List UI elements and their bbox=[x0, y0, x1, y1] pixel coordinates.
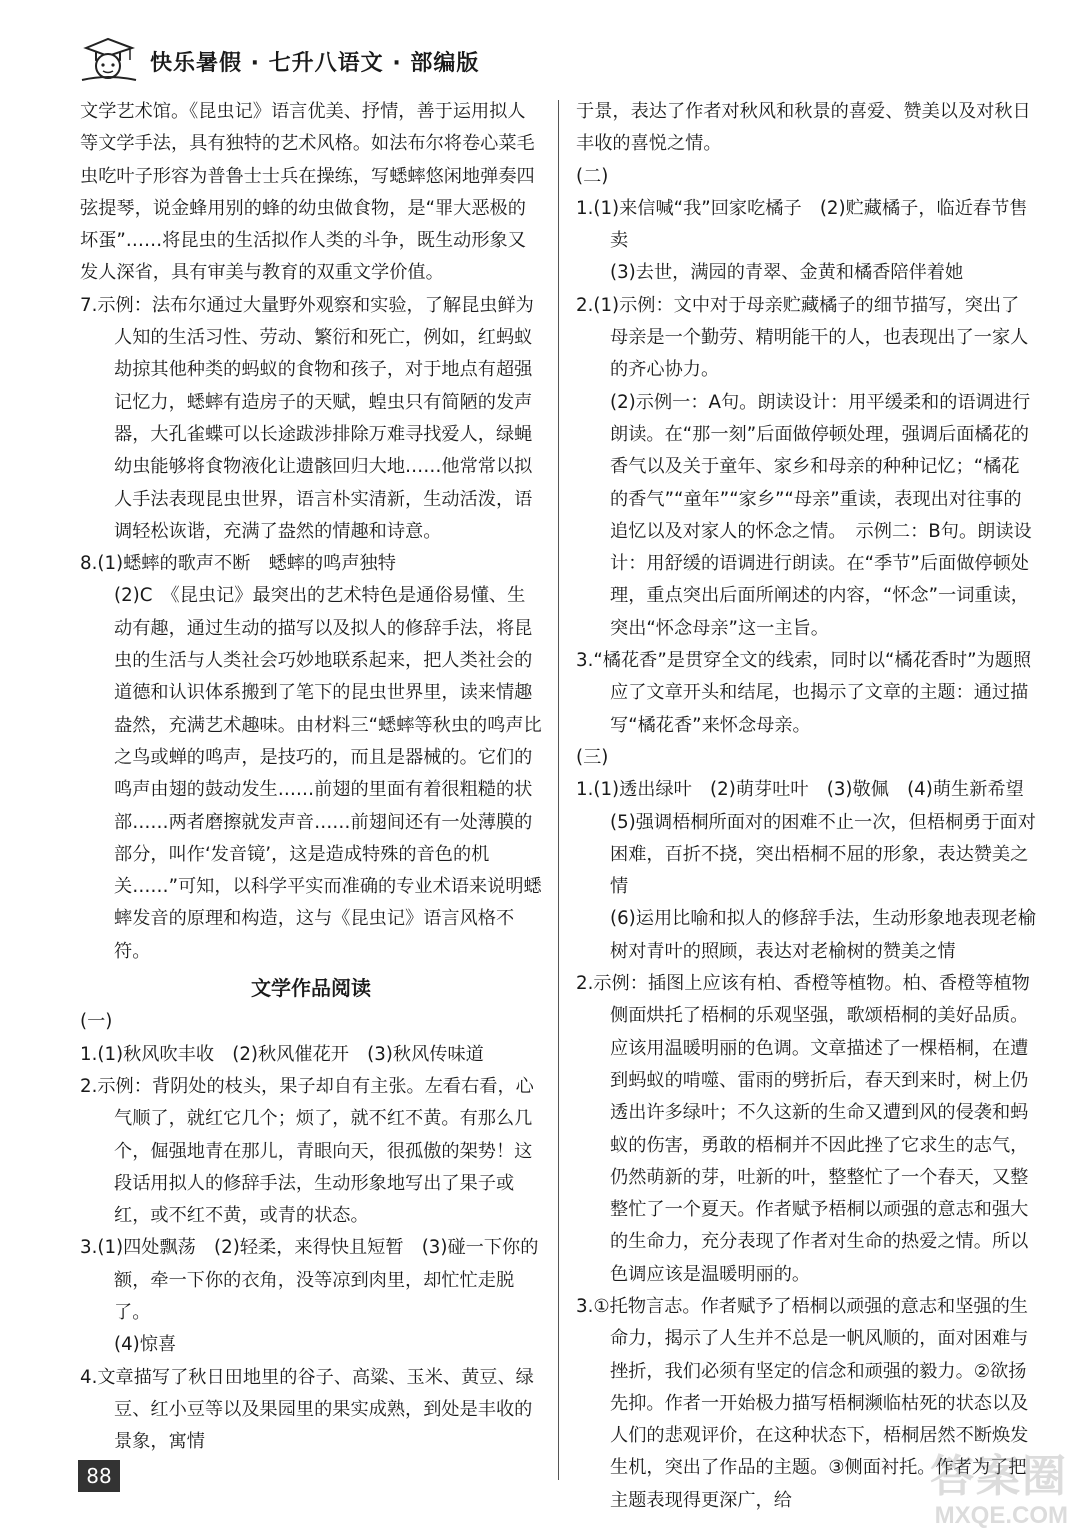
student-cap-logo-icon bbox=[78, 34, 140, 84]
answer-7: 7.示例：法布尔通过大量野外观察和实验，了解昆虫鲜为人知的生活习性、劳动、繁衍和死亡，例如，红蚂蚁劫掠其他种类的蚂蚁的食物和孩子，对于地点有超强记忆力，蟋蟀有造房子的天赋，蝗虫只有简陋的发声器，大孔雀蝶可以长途跋涉排除万难寻找爱人，绿蝇幼虫能够将食物液化让遗骸回归大地……他常常以拟人手法表现昆虫世界，语言朴实清新，生动活泼，语调轻松诙谐，充满了盎然的情趣和诗意。 bbox=[80, 294, 534, 542]
right-column bbox=[576, 96, 1036, 1517]
s2-answer-2a: 2.(1)示例：文中对于母亲贮藏橘子的细节描写，突出了母亲是一个勤劳、精明能干的人，也表现出了一家人的齐心协力。 bbox=[576, 294, 1029, 381]
s2-answer-2b: (2)示例一：A句。朗读设计：用平缓柔和的语调进行朗读。在“那一刻”后面做停顿处理，强调后面橘花的香气以及关于童年、家乡和母亲的种种记忆；“橘花的香气”“童年”“家乡”“母亲”重读，表现出对往事的追忆以及对家人的怀念之情。 示例二：B句。朗读设计：用舒缓的语调进行朗读。在“季节”后面做停顿处理，重点突出后面所阐述的内容，“怀念”一词重读，突出“怀念母亲”这一主旨。 bbox=[610, 391, 1032, 639]
page-header bbox=[78, 34, 578, 86]
watermark bbox=[858, 1440, 1068, 1530]
s1-answer-4-cont: 于景，表达了作者对秋风和秋景的喜爱、赞美以及对秋日丰收的喜悦之情。 bbox=[576, 101, 1031, 155]
s2-answer-1a: 1.(1)来信喊“我”回家吃橘子 (2)贮藏橘子，临近春节售卖 bbox=[576, 197, 1028, 252]
s3-answer-3: 3.①托物言志。作者赋予了梧桐以顽强的意志和坚强的生命力，揭示了人生并不总是一帆风顺的，面对困难与挫折，我们必须有坚定的信念和顽强的毅力。②欲扬先抑。作者一开始极力描写梧桐濒临枯死的状态以及人们的悲观评价，在这种状态下，梧桐居然不断焕发生机，突出了作品的主题。③侧面衬托。作者为了把主题表现得更深广，给 bbox=[576, 1295, 1029, 1511]
s1-answer-3: 3.(1)四处飘荡 (2)轻柔，来得快且短暂 (3)碰一下你的额，牵一下你的衣角，没等凉到肉里，却忙忙走脱了。 bbox=[80, 1237, 539, 1323]
s3-answer-1a: 1.(1)透出绿叶 (2)萌芽吐叶 (3)敬佩 (4)萌生新希望 bbox=[576, 779, 1024, 801]
section-title: 文学作品阅读 bbox=[251, 976, 371, 1001]
s3-answer-2: 2.示例：插图上应该有柏、香橙等植物。柏、香橙等植物侧面烘托了梧桐的乐观坚强，歌颂梧桐的美好品质。应该用温暖明丽的色调。文章描述了一棵梧桐，在遭到蚂蚁的啃噬、雷雨的劈折后，春天到来时，树上仍透出许多绿叶；不久这新的生命又遭到风的侵袭和蚂蚁的伤害，勇敢的梧桐并不因此挫了它求生的志气，仍然萌新的芽，吐新的叶，整整忙了一个春天，又整整忙了一个夏天。作者赋予梧桐以顽强的意志和强大的生命力，充分表现了作者对生命的热爱之情。所以色调应该是温暖明丽的。 bbox=[576, 973, 1030, 1285]
s3-answer-1b: (5)强调梧桐所面对的困难不止一次，但梧桐勇于面对困难，百折不挠，突出梧桐不屈的形象，表达赞美之情 bbox=[610, 811, 1036, 898]
s1-answer-4: 4.文章描写了秋日田地里的谷子、高粱、玉米、黄豆、绿豆、红小豆等以及果园里的果实成熟，到处是丰收的景象，寓情 bbox=[80, 1366, 534, 1453]
watermark-bottom: MXQE.COM bbox=[934, 1502, 1068, 1529]
subsection-label-3: (三) bbox=[576, 746, 609, 768]
watermark-top: 答案圈 bbox=[930, 1451, 1068, 1502]
page-number: 88 bbox=[78, 1460, 120, 1492]
s1-answer-2: 2.示例：背阴处的枝头，果子却自有主张。左看右看，心气顺了，就红它几个；烦了，就不红不黄。有那么几个，倔强地青在那儿，青眼向天，很孤傲的架势！这段话用拟人的修辞手法，生动形象地写出了果子或红，或不红不黄，或青的状态。 bbox=[80, 1075, 534, 1227]
s1-answer-1: 1.(1)秋风吹丰收 (2)秋风催花开 (3)秋风传味道 bbox=[80, 1043, 484, 1065]
s3-answer-1c: (6)运用比喻和拟人的修辞手法，生动形象地表现老榆树对青叶的照顾，表达对老榆树的赞美之情 bbox=[610, 908, 1036, 962]
column-divider bbox=[558, 100, 559, 1480]
s2-answer-3: 3.“橘花香”是贯穿全文的线索，同时以“橘花香时”为题照应了文章开头和结尾，也揭示了文章的主题：通过描写“橘花香”来怀念母亲。 bbox=[576, 650, 1032, 736]
header-title: 快乐暑假 · 七升八语文 · 部编版 bbox=[150, 51, 480, 76]
paragraph-continued: 文学艺术馆。《昆虫记》语言优美、抒情，善于运用拟人等文学手法，具有独特的艺术风格。如法布尔将卷心菜毛虫吃叶子形容为普鲁士士兵在操练，写蟋蟀悠闲地弹奏四弦提琴，说金蜂用别的蜂的幼虫做食物，是“罪大恶极的坏蛋”……将昆虫的生活拟作人类的斗争，既生动形象又发人深省，具有审美与教育的双重文学价值。 bbox=[80, 101, 535, 284]
s2-answer-1b: (3)去世，满园的青翠、金黄和橘香陪伴着她 bbox=[610, 262, 964, 284]
left-column bbox=[80, 96, 542, 1458]
subsection-label-2: (二) bbox=[576, 165, 609, 187]
answer-8-1: 8.(1)蟋蟀的歌声不断 蟋蟀的鸣声独特 bbox=[80, 553, 396, 575]
subsection-label-1: (一) bbox=[80, 1011, 113, 1033]
s1-answer-3-4: (4)惊喜 bbox=[114, 1334, 177, 1356]
answer-8-2: (2)C 《昆虫记》最突出的艺术特色是通俗易懂、生动有趣，通过生动的描写以及拟人的修辞手法，将昆虫的生活与人类社会巧妙地联系起来，把人类社会的道德和认识体系搬到了笔下的昆虫世界里，读来情趣盎然，充满艺术趣味。由材料三“蟋蟀等秋虫的鸣声比之鸟或蝉的鸣声，是技巧的，而且是器械的。它们的鸣声由翅的鼓动发生……前翅的里面有着很粗糙的状部……两者磨擦就发声音……前翅间还有一处薄膜的部分，叫作‘发音镜’，这是造成特殊的音色的机关……”可知，以科学平实而准确的专业术语来说明蟋蟀发音的原理和构造，这与《昆虫记》语言风格不符。 bbox=[114, 585, 542, 962]
